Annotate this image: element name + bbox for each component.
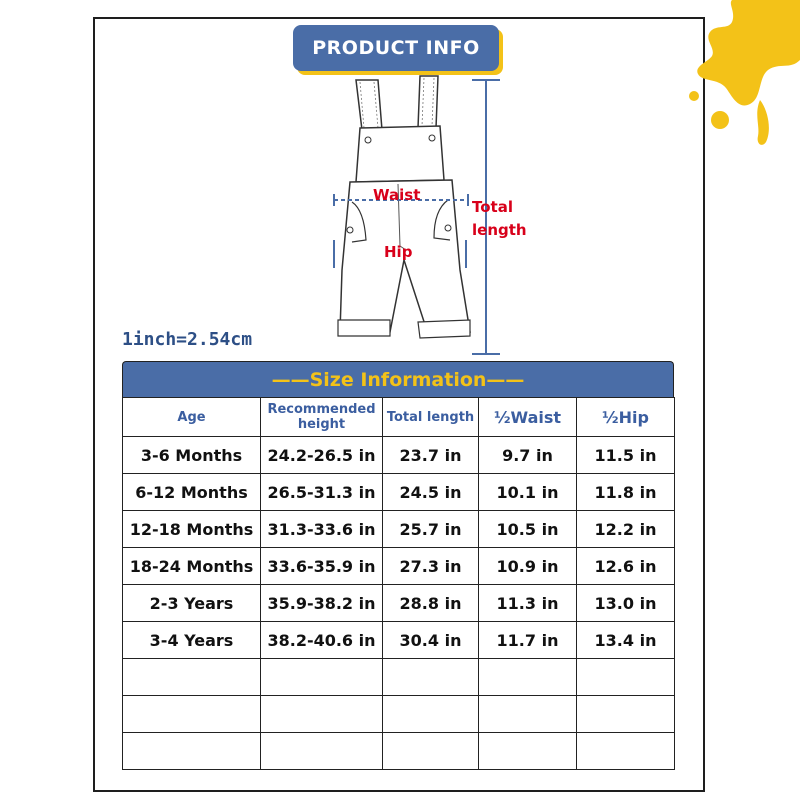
table-row	[123, 733, 675, 770]
table-cell: 33.6-35.9 in	[261, 548, 383, 585]
hip-label: Hip	[384, 243, 413, 261]
total-length-line2: length	[472, 221, 527, 239]
column-header: ½Waist	[479, 398, 577, 437]
table-cell: 11.5 in	[577, 437, 675, 474]
table-cell: 3-4 Years	[123, 622, 261, 659]
size-table	[122, 361, 674, 770]
table-cell: 30.4 in	[383, 622, 479, 659]
table-cell	[123, 696, 261, 733]
table-cell	[577, 696, 675, 733]
table-cell: 27.3 in	[383, 548, 479, 585]
size-table-title-text: ——Size Information——	[271, 368, 525, 391]
total-length-label	[472, 196, 527, 242]
table-cell: 11.3 in	[479, 585, 577, 622]
table-cell: 13.4 in	[577, 622, 675, 659]
table-cell	[577, 659, 675, 696]
product-info-title: PRODUCT INFO	[312, 37, 480, 59]
table-cell	[383, 659, 479, 696]
table-cell: 31.3-33.6 in	[261, 511, 383, 548]
table-row	[123, 622, 675, 659]
table-cell: 3-6 Months	[123, 437, 261, 474]
table-cell: 28.8 in	[383, 585, 479, 622]
table-cell: 11.8 in	[577, 474, 675, 511]
table-cell: 6-12 Months	[123, 474, 261, 511]
table-cell: 11.7 in	[479, 622, 577, 659]
paint-splash-icon	[640, 0, 800, 160]
table-cell	[261, 696, 383, 733]
table-cell: 9.7 in	[479, 437, 577, 474]
total-length-line1: Total	[472, 198, 513, 216]
table-cell: 35.9-38.2 in	[261, 585, 383, 622]
table-cell: 12-18 Months	[123, 511, 261, 548]
product-info-badge	[293, 25, 499, 71]
table-cell: 23.7 in	[383, 437, 479, 474]
column-header: Age	[123, 398, 261, 437]
table-row	[123, 474, 675, 511]
table-cell: 24.5 in	[383, 474, 479, 511]
table-cell	[479, 733, 577, 770]
table-cell	[261, 659, 383, 696]
table-row	[123, 548, 675, 585]
table-cell: 26.5-31.3 in	[261, 474, 383, 511]
table-cell: 10.5 in	[479, 511, 577, 548]
table-cell: 2-3 Years	[123, 585, 261, 622]
table-cell: 24.2-26.5 in	[261, 437, 383, 474]
table-row	[123, 511, 675, 548]
table-cell: 12.2 in	[577, 511, 675, 548]
column-header: Recommended height	[261, 398, 383, 437]
table-row	[123, 659, 675, 696]
table-cell	[479, 659, 577, 696]
table-cell	[577, 733, 675, 770]
table-cell	[479, 696, 577, 733]
table-cell: 10.9 in	[479, 548, 577, 585]
column-header: Total length	[383, 398, 479, 437]
table-cell	[123, 733, 261, 770]
waist-label: Waist	[373, 186, 421, 204]
size-table-header-row	[123, 398, 675, 437]
table-cell: 10.1 in	[479, 474, 577, 511]
unit-conversion-note: 1inch=2.54cm	[122, 329, 253, 350]
table-cell: 18-24 Months	[123, 548, 261, 585]
size-table-title	[122, 361, 674, 397]
table-row	[123, 437, 675, 474]
table-cell	[261, 733, 383, 770]
table-row	[123, 585, 675, 622]
size-grid	[122, 397, 675, 770]
column-header: ½Hip	[577, 398, 675, 437]
table-cell	[383, 696, 479, 733]
table-cell	[383, 733, 479, 770]
table-cell: 25.7 in	[383, 511, 479, 548]
table-row	[123, 696, 675, 733]
table-cell: 12.6 in	[577, 548, 675, 585]
table-cell: 38.2-40.6 in	[261, 622, 383, 659]
table-cell	[123, 659, 261, 696]
table-cell: 13.0 in	[577, 585, 675, 622]
